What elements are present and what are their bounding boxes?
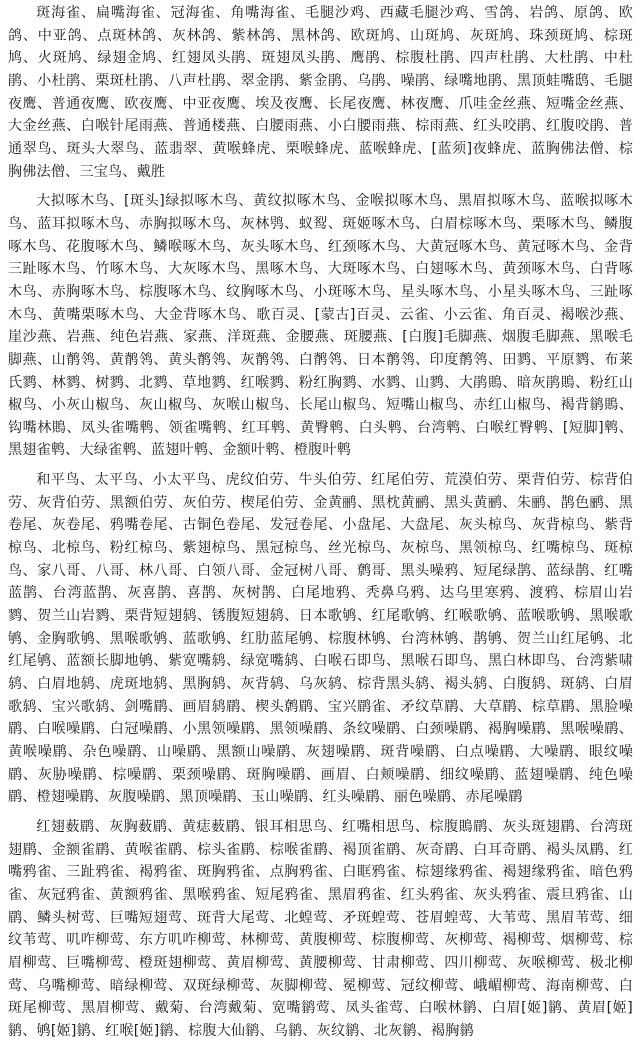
document-page [8, 2, 633, 1043]
paragraph-1: 斑海雀、扁嘴海雀、冠海雀、角嘴海雀、毛腿沙鸡、西藏毛腿沙鸡、雪鸽、岩鸽、原鸽、欧鸽、中亚鸽、点斑林鸽、灰林鸽、紫林鸽、黑林鸽、欧斑鸠、山斑鸠、灰斑鸠、珠颈斑鸠、棕斑鸠、火斑鸠、绿翅金鸠、红翅凤头鹃、斑翅凤头鹃、鹰鹃、棕腹杜鹃、四声杜鹃、大杜鹃、中杜鹃、小杜鹃、栗斑杜鹃、八声杜鹃、翠金鹃、紫金鹃、乌鹃、噪鹃、绿嘴地鹃、黑顶蛙嘴鸱、毛腿夜鹰、普通夜鹰、欧夜鹰、中亚夜鹰、埃及夜鹰、长尾夜鹰、林夜鹰、爪哇金丝燕、短嘴金丝燕、大金丝燕、白喉针尾雨燕、普通楼燕、白腰雨燕、小白腰雨燕、棕雨燕、红头咬鹃、红腹咬鹃、普通翠鸟、斑头大翠鸟、蓝翡翠、黄喉蜂虎、栗喉蜂虎、蓝喉蜂虎、[蓝须]夜蜂虎、蓝胸佛法僧、棕胸佛法僧、三宝鸟、戴胜 [8, 5, 633, 180]
paragraph-2: 大拟啄木鸟、[斑头]绿拟啄木鸟、黄纹拟啄木鸟、金喉拟啄木鸟、黑眉拟啄木鸟、蓝喉拟啄木鸟、蓝耳拟啄木鸟、赤胸拟啄木鸟、灰林鸮、蚁䴕、斑姬啄木鸟、白眉棕啄木鸟、栗啄木鸟、鳞腹啄木鸟、花腹啄木鸟、鳞喉啄木鸟、灰头啄木鸟、红颈啄木鸟、大黄冠啄木鸟、黄冠啄木鸟、金背三趾啄木鸟、竹啄木鸟、大灰啄木鸟、黑啄木鸟、大斑啄木鸟、白翅啄木鸟、黄颈啄木鸟、白背啄木鸟、赤胸啄木鸟、棕腹啄木鸟、纹胸啄木鸟、小斑啄木鸟、星头啄木鸟、小星头啄木鸟、三趾啄木鸟、黄嘴栗啄木鸟、大金背啄木鸟、歌百灵、[蒙古]百灵、云雀、小云雀、角百灵、褐喉沙燕、崖沙燕、岩燕、纯色岩燕、家燕、洋斑燕、金腰燕、斑腰燕、[白腹]毛脚燕、烟腹毛脚燕、黑喉毛脚燕、山鹡鸰、黄鹡鸰、黄头鹡鸰、灰鹡鸰、白鹡鸰、日本鹡鸰、印度鹡鸰、田鹨、平原鹨、布莱氏鹨、林鹨、树鹨、北鹨、草地鹨、红喉鹨、粉红胸鹨、水鹨、山鹨、大鹃鵙、暗灰鹃鵙、粉红山椒鸟、小灰山椒鸟、灰山椒鸟、灰喉山椒鸟、长尾山椒鸟、短嘴山椒鸟、赤红山椒鸟、褐背鹟鵙、钩嘴林鵙、凤头雀嘴鹎、领雀嘴鹎、红耳鹎、黄臀鹎、白头鹎、台湾鹎、白喉红臀鹎、[短脚]鹎、黑翅雀鹎、大绿雀鹎、蓝翅叶鹎、金额叶鹎、橙腹叶鹎 [8, 193, 633, 459]
paragraph-4: 红翅薮鹛、灰胸薮鹛、黄痣薮鹛、银耳相思鸟、红嘴相思鸟、棕腹鵙鹛、灰头斑翅鹛、台湾斑翅鹛、金额雀鹛、黄喉雀鹛、棕头雀鹛、棕喉雀鹛、褐顶雀鹛、灰奇鹛、白耳奇鹛、褐头凤鹛、红嘴鸦雀、三趾鸦雀、褐鸦雀、斑胸鸦雀、点胸鸦雀、白眶鸦雀、棕翅缘鸦雀、褐翅缘鸦雀、暗色鸦雀、灰冠鸦雀、黄额鸦雀、黑喉鸦雀、短尾鸦雀、黑眉鸦雀、红头鸦雀、灰头鸦雀、震旦鸦雀、山鹛、鳞头树莺、巨嘴短翅莺、斑背大尾莺、北蝗莺、矛斑蝗莺、苍眉蝗莺、大苇莺、黑眉苇莺、细纹苇莺、叽咋柳莺、东方叽咋柳莺、林柳莺、黄腹柳莺、棕腹柳莺、灰柳莺、褐柳莺、烟柳莺、棕眉柳莺、巨嘴柳莺、橙斑翅柳莺、黄眉柳莺、黄腰柳莺、甘肃柳莺、四川柳莺、灰喉柳莺、极北柳莺、乌嘴柳莺、暗绿柳莺、双斑绿柳莺、灰脚柳莺、冕柳莺、冠纹柳莺、峨嵋柳莺、海南柳莺、白斑尾柳莺、黑眉柳莺、戴菊、台湾戴菊、宽嘴鹟莺、凤头雀莺、白喉林鹟、白眉[姬]鹟、黄眉[姬]鹟、鸲[姬]鹟、红喉[姬]鹟、棕腹大仙鹟、乌鹟、灰纹鹟、北灰鹟、褐胸鹟 [8, 818, 633, 1039]
paragraph-3: 和平鸟、太平鸟、小太平鸟、虎纹伯劳、牛头伯劳、红尾伯劳、荒漠伯劳、栗背伯劳、棕背伯劳、灰背伯劳、黑额伯劳、灰伯劳、楔尾伯劳、金黄鹂、黑枕黄鹂、黑头黄鹂、朱鹂、鹊色鹂、黑卷尾、灰卷尾、鸦嘴卷尾、古铜色卷尾、发冠卷尾、小盘尾、大盘尾、灰头椋鸟、灰背椋鸟、紫背椋鸟、北椋鸟、粉红椋鸟、紫翅椋鸟、黑冠椋鸟、丝光椋鸟、灰椋鸟、黑领椋鸟、红嘴椋鸟、斑椋鸟、家八哥、八哥、林八哥、白领八哥、金冠树八哥、鹩哥、黑头噪鸦、短尾绿鹊、蓝绿鹊、红嘴蓝鹊、台湾蓝鹊、灰喜鹊、喜鹊、灰树鹊、白尾地鸦、秃鼻乌鸦、达乌里寒鸦、渡鸦、棕眉山岩鹨、贺兰山岩鹨、栗背短翅鸫、锈腹短翅鸫、日本歌鸲、红尾歌鸲、红喉歌鸲、蓝喉歌鸲、黑喉歌鸲、金胸歌鸲、黑喉歌鸲、蓝歌鸲、红肋蓝尾鸲、棕腹林鸲、台湾林鸲、鹊鸲、贺兰山红尾鸲、北红尾鸲、蓝额长脚地鸲、紫宽嘴鸫、绿宽嘴鸫、白喉石即鸟、黑喉石即鸟、黑白林即鸟、台湾紫啸鸫、白眉地鸫、虎斑地鸫、黑胸鸫、灰背鸫、乌灰鸫、棕背黑头鸫、褐头鸫、白腹鸫、斑鸫、白眉歌鸫、宝兴歌鸫、剑嘴鹛、画眉鸫鹛、楔头鹩鹛、宝兴鹛雀、矛纹草鹛、大草鹛、棕草鹛、黑脸噪鹛、白喉噪鹛、白冠噪鹛、小黑领噪鹛、黑领噪鹛、条纹噪鹛、白颈噪鹛、褐胸噪鹛、黑喉噪鹛、黄喉噪鹛、杂色噪鹛、山噪鹛、黑额山噪鹛、灰翅噪鹛、斑背噪鹛、白点噪鹛、大噪鹛、眼纹噪鹛、灰胁噪鹛、棕噪鹛、栗颈噪鹛、斑胸噪鹛、画眉、白颊噪鹛、细纹噪鹛、蓝翅噪鹛、纯色噪鹛、橙翅噪鹛、灰腹噪鹛、黑顶噪鹛、玉山噪鹛、红头噪鹛、丽色噪鹛、赤尾噪鹛 [8, 472, 633, 806]
